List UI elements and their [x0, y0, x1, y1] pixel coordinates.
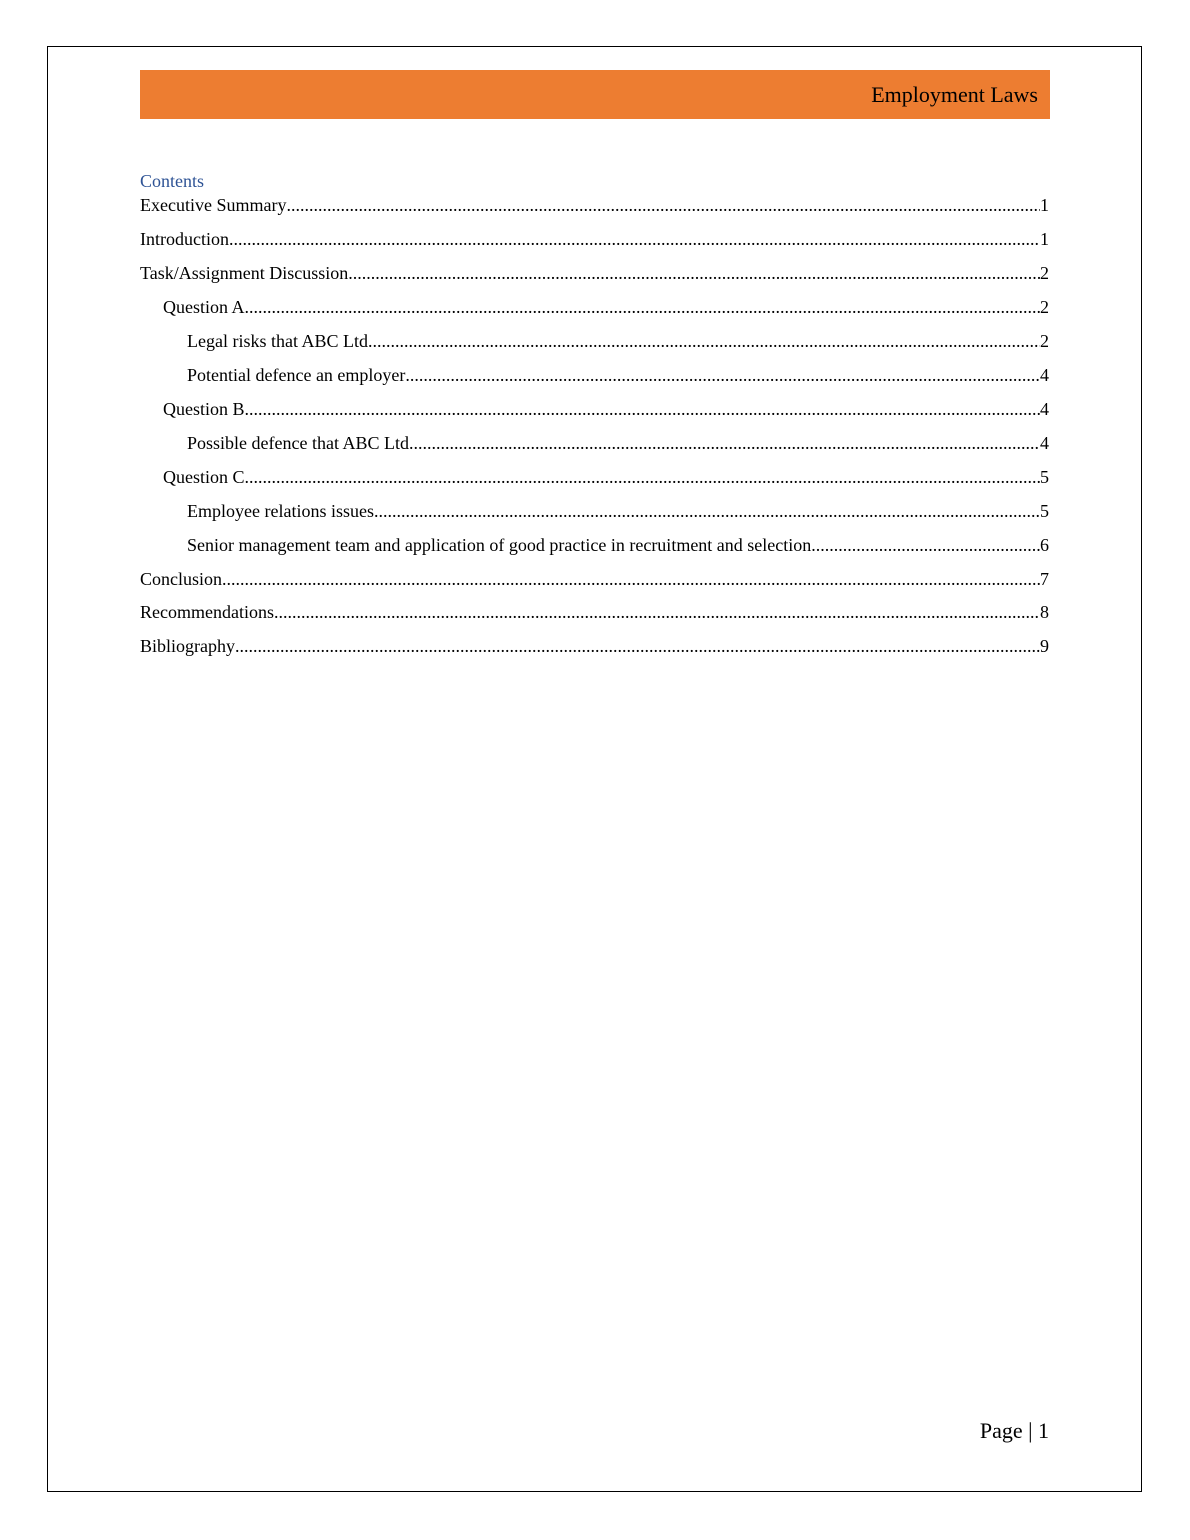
- toc-leader: [368, 329, 1040, 353]
- toc-entry-label: Recommendations: [140, 602, 274, 622]
- toc-entry-label: Task/Assignment Discussion: [140, 263, 349, 283]
- toc-leader: [405, 363, 1040, 387]
- toc-entry-page: 8: [1040, 602, 1049, 622]
- toc-entry-page: 9: [1040, 636, 1049, 656]
- toc-leader: [286, 193, 1040, 217]
- toc-entry-label: Employee relations issues: [187, 501, 374, 521]
- toc-leader: [409, 431, 1040, 455]
- toc-leader: [222, 567, 1040, 591]
- toc-entry-page: 2: [1040, 297, 1049, 317]
- toc-entry-label: Question C: [163, 467, 245, 487]
- toc-leader: [811, 533, 1040, 557]
- toc-entry[interactable]: [140, 533, 1049, 557]
- toc-leader: [245, 465, 1040, 489]
- toc-entry-page: 4: [1040, 399, 1049, 419]
- toc-entry-page: 2: [1040, 263, 1049, 283]
- toc-entry[interactable]: [140, 431, 1049, 455]
- toc-entry-label: Introduction: [140, 229, 229, 249]
- toc-entry-page: 2: [1040, 331, 1049, 351]
- toc-entry-label: Potential defence an employer: [187, 365, 406, 385]
- toc-entry[interactable]: [140, 261, 1049, 285]
- toc-leader: [235, 634, 1040, 658]
- toc-leader: [348, 261, 1040, 285]
- toc-entry-page: 7: [1040, 569, 1049, 589]
- toc-entry[interactable]: [140, 193, 1049, 217]
- toc-leader: [374, 499, 1040, 523]
- toc-entry-label: Question B: [163, 399, 245, 419]
- page-number: Page | 1: [979, 1418, 1049, 1443]
- toc-entry[interactable]: [140, 567, 1049, 591]
- toc-entry[interactable]: [140, 295, 1049, 319]
- toc-entry[interactable]: [140, 600, 1049, 624]
- toc-entry-page: 5: [1040, 501, 1049, 521]
- toc-entry[interactable]: [140, 634, 1049, 658]
- toc-entry-label: Senior management team and application of good practice in recruitment and selection: [187, 535, 812, 555]
- toc-entry-page: 1: [1040, 195, 1049, 215]
- toc-entry[interactable]: [140, 465, 1049, 489]
- toc-entry-page: 5: [1040, 467, 1049, 487]
- toc-entry-label: Legal risks that ABC Ltd: [187, 331, 368, 351]
- toc-entry-page: 4: [1040, 433, 1049, 453]
- toc-entry[interactable]: [140, 227, 1049, 251]
- toc-heading: Contents: [140, 171, 205, 191]
- toc-entry[interactable]: [140, 397, 1049, 421]
- toc-entry-label: Possible defence that ABC Ltd: [187, 433, 409, 453]
- toc-entry-label: Conclusion: [140, 569, 223, 589]
- toc-entry[interactable]: [140, 363, 1049, 387]
- toc-entry-page: 1: [1040, 229, 1049, 249]
- toc-entry-label: Question A: [163, 297, 245, 317]
- toc-entry[interactable]: [140, 499, 1049, 523]
- toc-entry-label: Executive Summary: [140, 195, 287, 215]
- toc-leader: [229, 227, 1040, 251]
- toc-entry-label: Bibliography: [140, 636, 235, 656]
- toc-leader: [274, 600, 1040, 624]
- toc-entry-page: 6: [1040, 535, 1049, 555]
- document-title: Employment Laws: [871, 82, 1038, 107]
- toc-entry[interactable]: [140, 329, 1049, 353]
- toc-leader: [245, 397, 1040, 421]
- toc-entry-page: 4: [1040, 365, 1049, 385]
- toc-leader: [245, 295, 1040, 319]
- header-band: [140, 70, 1050, 119]
